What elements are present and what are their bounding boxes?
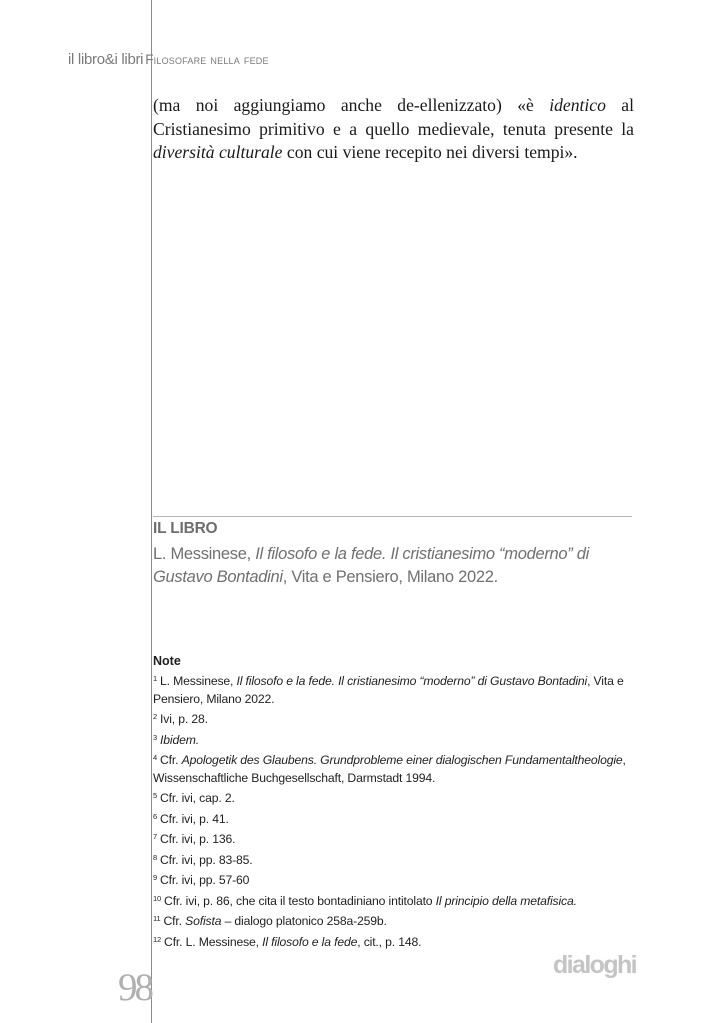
book-title: Il filosofo e la fede. Il cristianesimo “moderno” di Gustavo Bontadini: [153, 545, 589, 586]
footnote-text: , Vita e Pensiero, Milano 2022.: [153, 674, 624, 706]
footnote-text: – dialogo platonico 258a-259b.: [221, 914, 387, 928]
footnote-italic: Apologetik des Glaubens. Grundprobleme einer dialogischen Fundamentaltheologie: [181, 753, 623, 767]
footnote: [153, 931, 638, 952]
header-section: il libro&i libri: [68, 51, 144, 68]
footnote-text: Cfr. ivi, p. 136.: [160, 832, 236, 846]
footnote-number: 12: [153, 934, 162, 944]
book-publisher: , Vita e Pensiero, Milano 2022.: [282, 568, 498, 586]
page-number: 98: [118, 966, 151, 1009]
footnote-italic: Il filosofo e la fede. Il cristianesimo “moderno” di Gustavo Bontadini: [236, 674, 588, 688]
book-heading: IL LIBRO: [153, 520, 218, 537]
footnote-text: Cfr. L. Messinese,: [164, 934, 263, 949]
footnote: [153, 708, 638, 729]
footnote: [153, 849, 638, 870]
footnote-number: 10: [153, 893, 162, 903]
running-header: [68, 51, 269, 69]
footnote: [153, 890, 638, 911]
book-author: L. Messinese,: [153, 545, 256, 563]
footnote-number: 7: [153, 832, 158, 841]
footnote: [153, 869, 638, 890]
footnote-text: Cfr.: [163, 914, 186, 928]
footnote-text: Cfr. ivi, pp. 83-85.: [160, 852, 253, 867]
body-text: [153, 94, 634, 165]
footnote-text: Cfr. ivi, p. 41.: [160, 811, 229, 826]
dialoghi-logo: dialoghi: [553, 951, 637, 979]
footnote: [153, 828, 638, 849]
body-text-run: con cui viene recepito nei diversi tempi».: [282, 142, 578, 162]
footnote-text: , Wissenschaftliche Buchgesellschaft, Darmstadt 1994.: [153, 753, 626, 785]
body-text-emphasis: identico: [549, 95, 606, 115]
footnote-number: 1: [153, 674, 158, 683]
footnote-italic: Ibidem.: [160, 732, 199, 747]
footnote: [153, 670, 638, 708]
header-topic: Filosofare nella fede: [145, 52, 269, 67]
footnote-text: Cfr. ivi, pp. 57-60: [160, 873, 250, 887]
vertical-rule: [151, 0, 152, 1023]
footnote-number: 3: [153, 732, 158, 742]
footnote-text: , cit., p. 148.: [357, 934, 422, 949]
footnote-number: 2: [153, 712, 158, 721]
footnote-italic: Sofista: [185, 914, 222, 928]
notes-section: [153, 653, 638, 951]
body-text-run: (ma noi aggiungiamo anche de-ellenizzato) «è: [153, 95, 550, 115]
footnote: [153, 749, 638, 787]
footnote-text: Cfr. ivi, p. 86, che cita il testo bontadiniano intitolato: [164, 893, 436, 908]
footnote-text: Cfr. ivi, cap. 2.: [160, 791, 235, 805]
footnote-text: L. Messinese,: [160, 674, 237, 688]
notes-list: [153, 670, 638, 951]
footnote: [153, 729, 638, 750]
notes-title: Note: [153, 654, 181, 668]
footnote-number: 4: [153, 753, 158, 762]
body-text-emphasis: diversità culturale: [153, 142, 283, 162]
footnote-number: 11: [153, 914, 161, 923]
footnote-text: Ivi, p. 28.: [160, 712, 208, 726]
footnote-italic: Il filosofo e la fede: [262, 934, 358, 949]
footnote-number: 8: [153, 852, 158, 862]
footnote: [153, 787, 638, 808]
footnote: [153, 808, 638, 829]
footnote-italic: Il principio della metafisica.: [435, 893, 577, 908]
body-paragraph: [153, 94, 634, 165]
body-text-run: al Cristianesimo primitivo e a quello medievale, tenuta presente la: [153, 95, 634, 139]
footnote-number: 6: [153, 811, 158, 821]
book-reference: [153, 543, 638, 589]
footnote-number: 5: [153, 791, 158, 800]
book-section-divider: [153, 516, 632, 517]
footnote: [153, 910, 638, 931]
footnote-text: Cfr.: [160, 753, 182, 767]
footnote-number: 9: [153, 873, 158, 882]
